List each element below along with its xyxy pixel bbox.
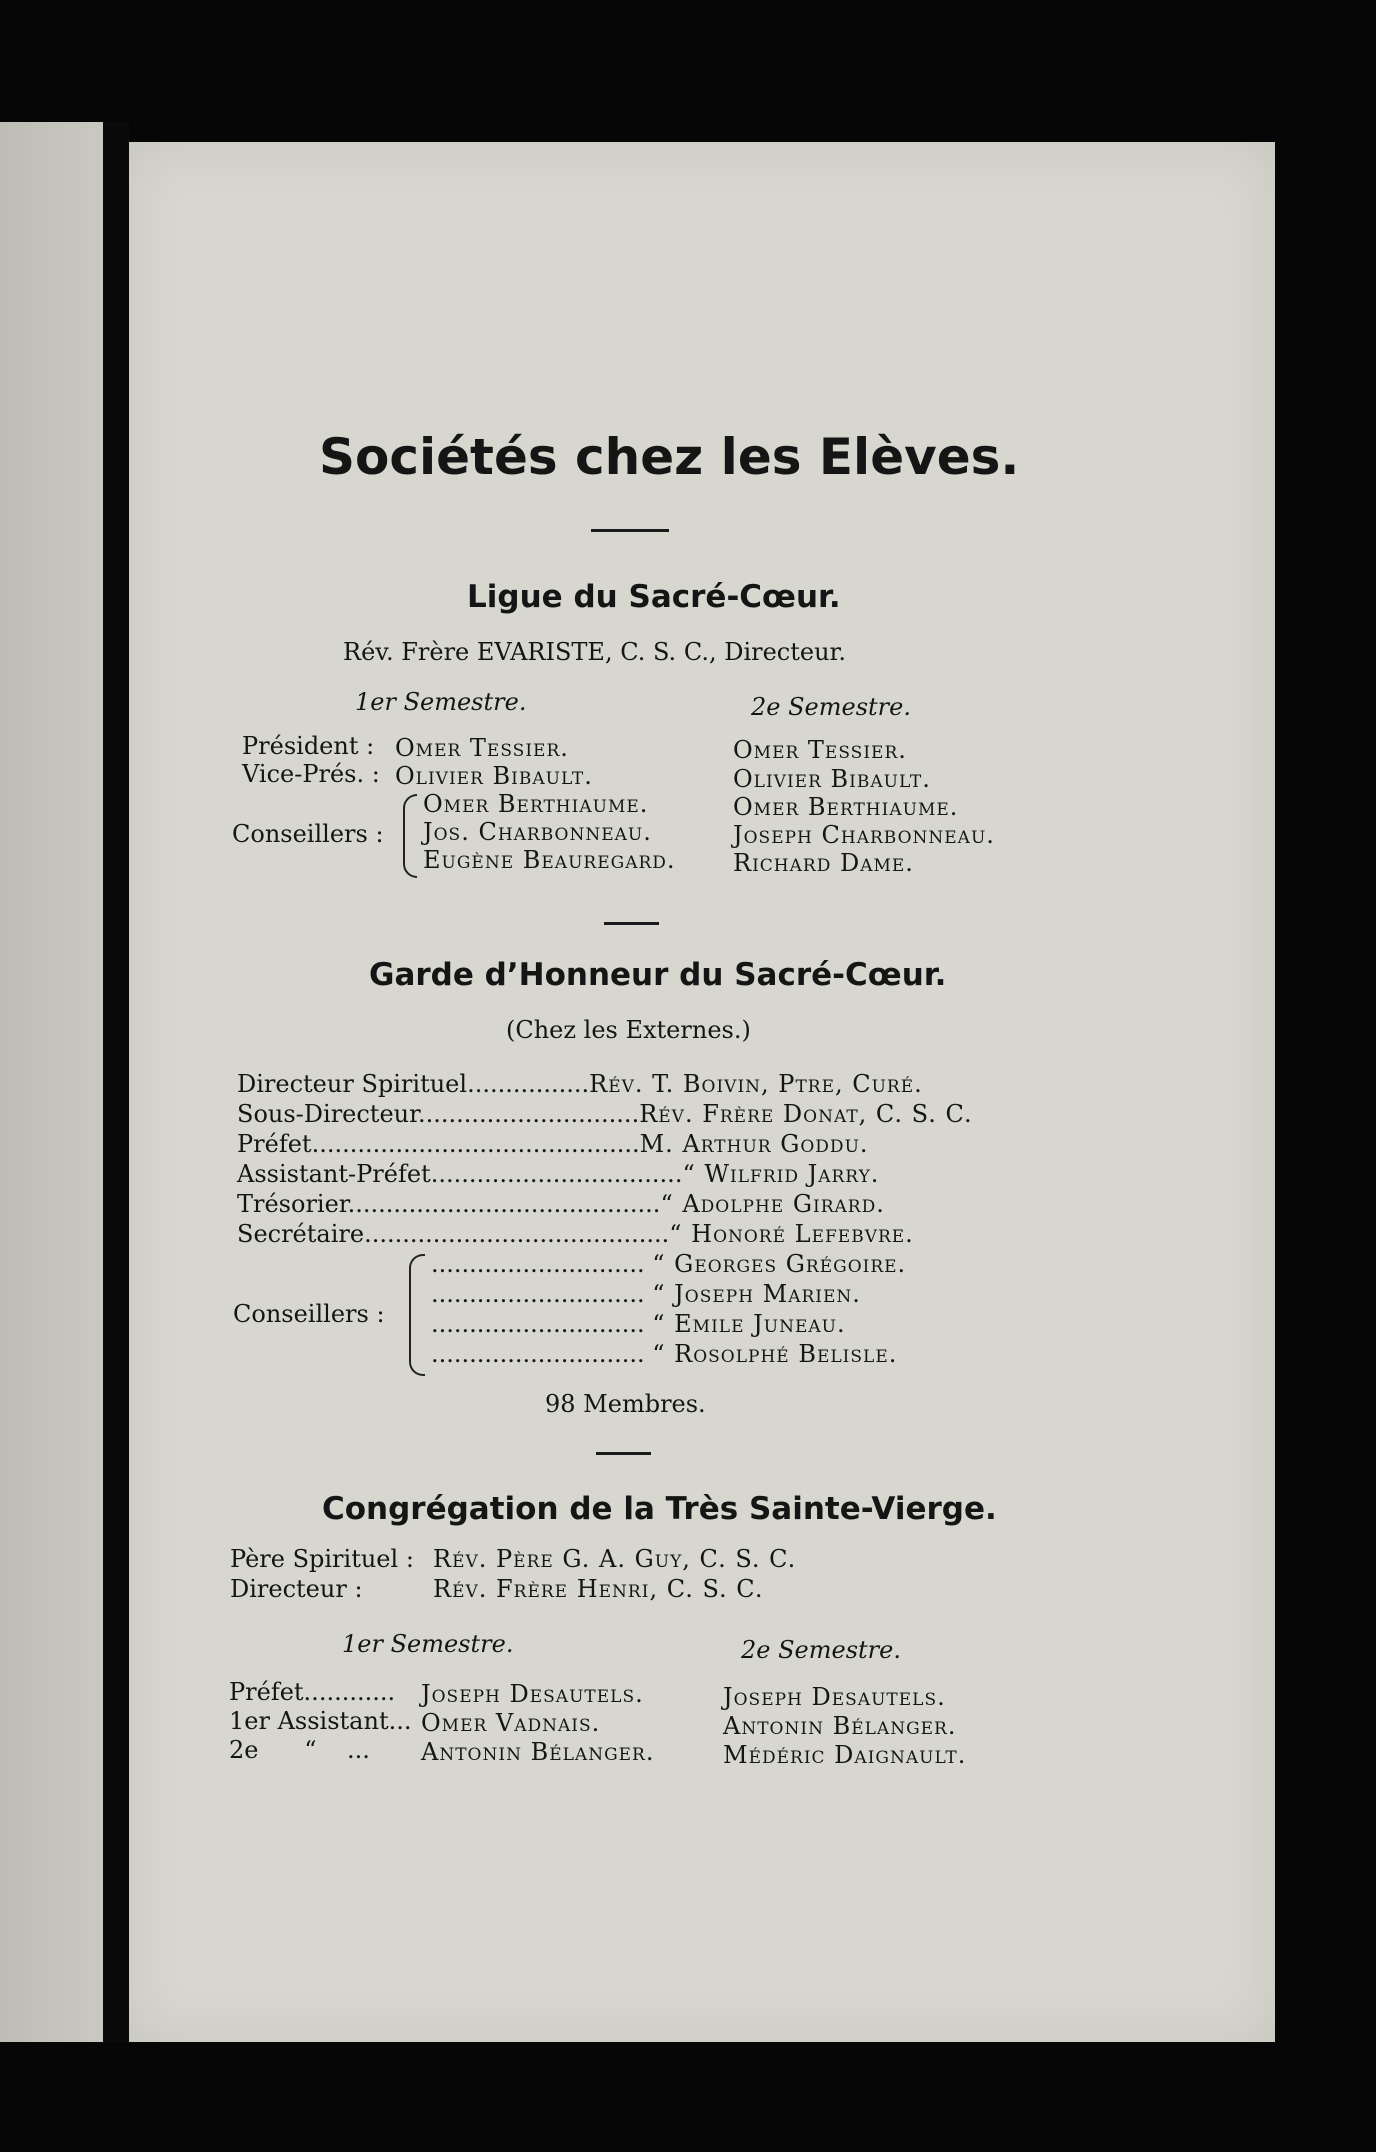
garde-dots: ............................ — [431, 1340, 645, 1368]
ligue-label-conseillers: Conseillers : — [232, 820, 384, 848]
ligue-s2-president: Omer Tessier. — [733, 736, 907, 764]
congregation-s1-assistant-1: Omer Vadnais. — [421, 1709, 601, 1737]
garde-conseillers-brace — [409, 1254, 425, 1376]
ligue-s2-conseiller-1: Omer Berthiaume. — [733, 793, 959, 821]
ligue-conseillers-brace — [403, 794, 417, 878]
ligue-label-president: Président : — [242, 732, 375, 760]
congregation-label-assistant-1: 1er Assistant... — [229, 1707, 412, 1735]
page-gutter — [103, 122, 129, 2042]
garde-value: “ Adolphe Girard. — [660, 1190, 885, 1218]
garde-value: “ Joseph Marien. — [652, 1280, 861, 1308]
congregation-s2-assistant-1: Antonin Bélanger. — [723, 1712, 957, 1740]
garde-value: “ Emile Juneau. — [652, 1310, 846, 1338]
congregation-s2-assistant-2: Médéric Daignault. — [723, 1741, 967, 1769]
ligue-s2-conseiller-2: Joseph Charbonneau. — [733, 821, 995, 849]
congregation-s1-assistant-2: Antonin Bélanger. — [421, 1738, 655, 1766]
garde-dots: ............................ — [431, 1280, 645, 1308]
garde-value: M. Arthur Goddu. — [639, 1130, 869, 1158]
ligue-semester-1: 1er Semestre. — [355, 688, 527, 716]
previous-page-edge — [0, 122, 103, 2042]
garde-label: Directeur Spirituel — [237, 1070, 468, 1098]
garde-value: “ Wilfrid Jarry. — [682, 1160, 880, 1188]
congregation-pere-label: Père Spirituel : — [230, 1545, 414, 1573]
ligue-s1-conseiller-3: Eugène Beauregard. — [423, 846, 676, 874]
ligue-s1-conseiller-1: Omer Berthiaume. — [423, 790, 649, 818]
garde-conseiller-row — [431, 1282, 861, 1306]
ligue-s1-conseiller-2: Jos. Charbonneau. — [423, 818, 652, 846]
document-page — [129, 142, 1275, 2042]
garde-dots: ................ — [467, 1070, 590, 1098]
garde-row — [237, 1072, 923, 1096]
garde-label: Préfet — [237, 1130, 312, 1158]
garde-dots: ........................................... — [311, 1130, 640, 1158]
ligue-s2-vice-president: Olivier Bibault. — [733, 765, 931, 793]
garde-dots: ................................. — [430, 1160, 683, 1188]
garde-value: “ Honoré Lefebvre. — [669, 1220, 914, 1248]
garde-divider — [596, 1452, 651, 1455]
page-title: Sociétés chez les Elèves. — [319, 428, 1020, 486]
garde-subheading: (Chez les Externes.) — [506, 1016, 751, 1044]
ligue-director: Rév. Frère EVARISTE, C. S. C., Directeur. — [343, 638, 847, 666]
ligue-s1-president: Omer Tessier. — [395, 734, 569, 762]
garde-value: “ Georges Grégoire. — [652, 1250, 907, 1278]
congregation-director-value: Rév. Frère Henri, C. S. C. — [433, 1575, 764, 1603]
congregation-label-prefet: Préfet............ — [229, 1678, 396, 1706]
congregation-s1-prefet: Joseph Desautels. — [421, 1680, 644, 1708]
garde-row — [237, 1222, 914, 1246]
ligue-divider — [604, 922, 659, 925]
garde-conseiller-row — [431, 1312, 846, 1336]
congregation-s2-prefet: Joseph Desautels. — [723, 1683, 946, 1711]
garde-dots: ............................ — [431, 1250, 645, 1278]
ligue-semester-2: 2e Semestre. — [751, 693, 911, 721]
garde-label: Assistant-Préfet — [237, 1160, 431, 1188]
garde-row — [237, 1192, 885, 1216]
garde-value: “ Rosolphé Belisle. — [652, 1340, 898, 1368]
ligue-s2-conseiller-3: Richard Dame. — [733, 849, 914, 877]
garde-heading: Garde d’Honneur du Sacré-Cœur. — [369, 957, 947, 993]
garde-label: Secrétaire — [237, 1220, 365, 1248]
garde-conseiller-row — [431, 1342, 897, 1366]
garde-row — [237, 1132, 869, 1156]
title-divider — [591, 529, 669, 532]
garde-value: Rév. T. Boivin, Ptre, Curé. — [589, 1070, 923, 1098]
garde-dots: ........................................ — [364, 1220, 670, 1248]
ligue-s1-vice-president: Olivier Bibault. — [395, 762, 593, 790]
garde-dots: ......................................... — [347, 1190, 661, 1218]
congregation-director-label: Directeur : — [230, 1575, 363, 1603]
garde-row — [237, 1102, 973, 1126]
congregation-pere-value: Rév. Père G. A. Guy, C. S. C. — [433, 1545, 797, 1573]
congregation-heading: Congrégation de la Très Sainte-Vierge. — [322, 1491, 997, 1527]
garde-dots: ............................. — [417, 1100, 640, 1128]
congregation-semester-2: 2e Semestre. — [741, 1636, 901, 1664]
garde-conseiller-row — [431, 1252, 906, 1276]
ligue-heading: Ligue du Sacré-Cœur. — [467, 579, 841, 615]
garde-label: Trésorier — [237, 1190, 348, 1218]
garde-value: Rév. Frère Donat, C. S. C. — [639, 1100, 973, 1128]
garde-row — [237, 1162, 879, 1186]
garde-dots: ............................ — [431, 1310, 645, 1338]
garde-conseillers-label: Conseillers : — [233, 1300, 385, 1328]
congregation-semester-1: 1er Semestre. — [342, 1630, 514, 1658]
garde-members: 98 Membres. — [545, 1390, 706, 1418]
congregation-label-assistant-2: 2e “ ... — [229, 1736, 370, 1764]
ligue-label-vice-president: Vice-Prés. : — [242, 760, 380, 788]
garde-label: Sous-Directeur — [237, 1100, 418, 1128]
